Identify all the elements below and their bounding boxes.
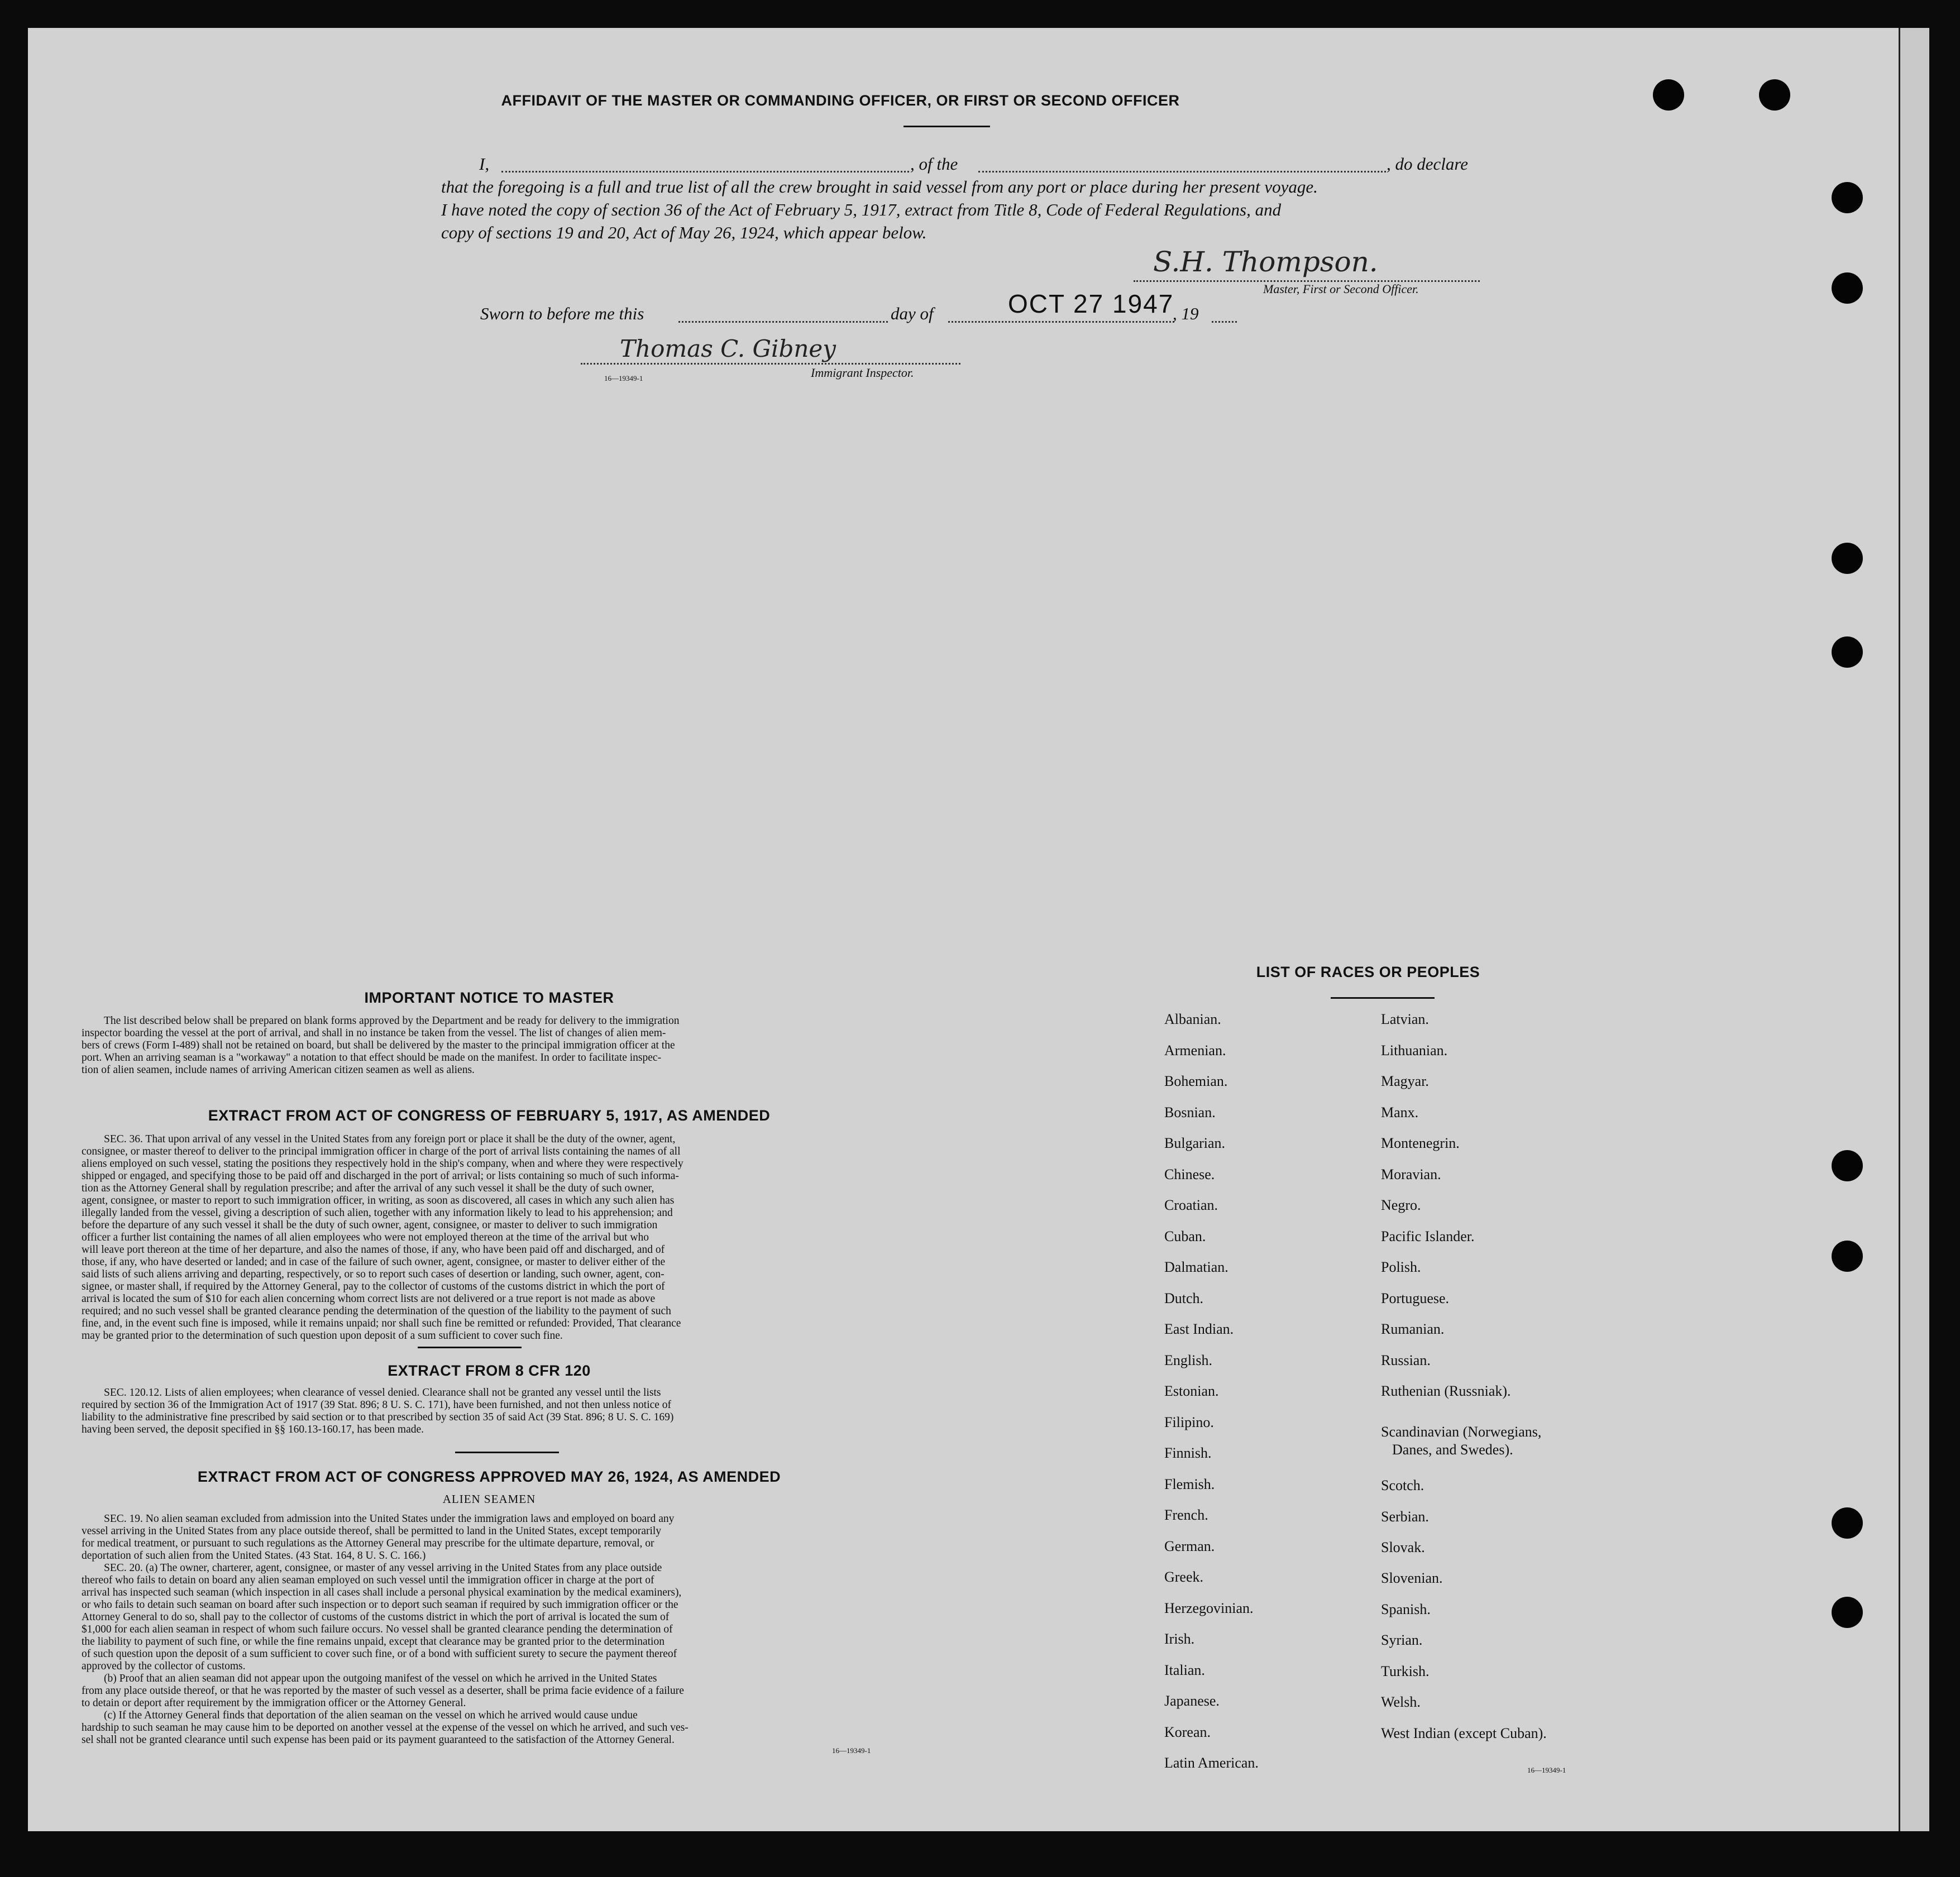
affidavit-line-4: copy of sections 19 and 20, Act of May 26, 1924, which appear below. — [441, 223, 927, 242]
extract-1924-line: from any place outside thereof, or that he was reported by the master of such vessel as a deserter, shall be prima facie evidence of a failure — [82, 1685, 684, 1697]
extract-1924-text — [82, 1513, 897, 1746]
race-right-item: Turkish. — [1381, 1663, 1430, 1679]
extract-1924-line: the liability to payment of such fine, or while the fine remains unpaid, except that clearance may be granted prior to the determination — [82, 1636, 665, 1648]
race-left-item: Japanese. — [1164, 1693, 1220, 1709]
affidavit-declare-label: , do declare — [1387, 154, 1469, 174]
race-right-item: West Indian (except Cuban). — [1381, 1725, 1547, 1741]
name-blank — [501, 171, 909, 173]
extract-8cfr-title: EXTRACT FROM 8 CFR 120 — [388, 1362, 591, 1379]
extract-1924-line: for medical treatment, or pursuant to such regulations as the Attorney General may prescribe for the ultimate departure, removal, or — [82, 1538, 654, 1549]
race-left-item: Bulgarian. — [1164, 1135, 1226, 1151]
extract-1924-line: deportation of such alien from the United States. (43 Stat. 164, 8 U. S. C. 166.) — [82, 1550, 426, 1562]
title-rule — [903, 126, 990, 127]
race-right-item: Ruthenian (Russniak). — [1381, 1383, 1511, 1399]
extract-1917-line: aliens employed on such vessel, stating the positions they respectively hold in the ship's company, when and where they were respectively — [82, 1158, 683, 1170]
extract-8cfr-text — [82, 1387, 897, 1436]
notice-title: IMPORTANT NOTICE TO MASTER — [364, 989, 614, 1006]
extract-1917-line: before the departure of any such vessel it shall be the duty of such owner, agent, consignee, or master to deliver to such immigration — [82, 1219, 658, 1231]
punch-hole — [1832, 182, 1863, 213]
extract-1917-line: signee, or master shall, if required by the Attorney General, pay to the collector of customs of the customs district in which the port of — [82, 1281, 665, 1292]
race-right-item: Danes, and Swedes). — [1392, 1442, 1513, 1458]
race-left-item: Albanian. — [1164, 1011, 1221, 1027]
race-left-item: Armenian. — [1164, 1042, 1226, 1059]
extract-8cfr-line: having been served, the deposit specified in §§ 160.13-160.17, has been made. — [82, 1424, 424, 1435]
affidavit-form-number: 16—19349-1 — [604, 374, 643, 382]
extract-1924-line: (b) Proof that an alien seaman did not appear upon the outgoing manifest of the vessel on which he arrived in the United States — [104, 1673, 657, 1684]
extract-1917-line: shipped or engaged, and specifying those to be paid off and discharged in the port of arrival; or lists containing so much of such informa- — [82, 1170, 679, 1182]
race-left-item: French. — [1164, 1507, 1208, 1523]
extract-1917-line: illegally landed from the vessel, giving a description of such alien, together with any information likely to lead to his apprehension; and — [82, 1207, 673, 1219]
race-left-item: Irish. — [1164, 1631, 1195, 1647]
master-caption: Master, First or Second Officer. — [1263, 282, 1419, 296]
extract-1917-line: agent, consignee, or master to report to such immigration officer, in writing, as soon as discovered, all cases in which any such alien has — [82, 1195, 675, 1206]
extract-1924-line: to detain or deport after requirement by the immigration officer or the Attorney General. — [82, 1697, 466, 1709]
affidavit-line-2: that the foregoing is a full and true list of all the crew brought in said vessel from any port or place during her present voyage. — [441, 177, 1318, 197]
race-right-item: Serbian. — [1381, 1509, 1429, 1525]
race-left-item: German. — [1164, 1538, 1215, 1554]
punch-hole — [1832, 1597, 1863, 1628]
extract-1917-line: officer a further list containing the names of all alien employees who were not employed thereon at the time of the arrival but who — [82, 1232, 649, 1243]
extract-1917-line: those, if any, who have deserted or landed; and in case of the failure of such owner, agent, consignee, or master to deliver either of the — [82, 1256, 666, 1268]
race-right-item: Welsh. — [1381, 1694, 1421, 1710]
extract-1917-line: SEC. 36. That upon arrival of any vessel in the United States from any foreign port or place it shall be the duty of the owner, agent, — [104, 1133, 676, 1145]
extract-1924-line: $1,000 for each alien seaman in respect of whom such failure occurs. No vessel shall be granted clearance pending the determination of — [82, 1624, 673, 1635]
race-left-item: Latin American. — [1164, 1755, 1259, 1771]
race-left-item: Greek. — [1164, 1569, 1204, 1585]
extract-1924-title: EXTRACT FROM ACT OF CONGRESS APPROVED MAY 26, 1924, AS AMENDED — [197, 1468, 781, 1485]
extract-1917-line: consignee, or master thereof to deliver to the principal immigration officer in charge of the port of arrival lists containing the names of all — [82, 1146, 681, 1157]
punch-hole — [1832, 272, 1863, 304]
race-right-item: Scotch. — [1381, 1477, 1424, 1493]
notice-line: The list described below shall be prepared on blank forms approved by the Department and be ready for delivery to the immigration — [104, 1015, 680, 1027]
extract-1924-line: (c) If the Attorney General finds that deportation of the alien seaman on the vessel on which he arrived would cause undue — [104, 1710, 638, 1721]
punch-hole — [1759, 79, 1790, 111]
extract-8cfr-line: required by section 36 of the Immigration Act of 1917 (39 Stat. 896; 8 U. S. C. 171), have been furnished, and not then unless notice of — [82, 1399, 672, 1411]
inspector-signature: Thomas C. Gibney — [620, 335, 836, 362]
backing-card-edge — [1899, 28, 1929, 1831]
extract-form-number: 16—19349-1 — [832, 1746, 871, 1755]
race-right-item: Moravian. — [1381, 1166, 1441, 1182]
race-left-item: Bosnian. — [1164, 1104, 1216, 1121]
extract-1924-line: approved by the collector of customs. — [82, 1660, 246, 1672]
affidavit-line-3: I have noted the copy of section 36 of the Act of February 5, 1917, extract from Title 8, Code of Federal Regulations, and — [441, 200, 1282, 219]
extract-1917-line: fine, and, in the event such fine is imposed, while it remains unpaid; nor shall such fine be remitted or refunded: Provided, That clearance — [82, 1318, 681, 1329]
extract-1924-subtitle: ALIEN SEAMEN — [442, 1492, 536, 1506]
race-left-item: Dalmatian. — [1164, 1259, 1228, 1275]
year-suffix: , 19 — [1173, 304, 1199, 323]
race-right-item: Negro. — [1381, 1197, 1421, 1213]
extract-1917-line: will leave port thereon at the time of her departure, and also the names of those, if any, who have been paid off and discharged, and of — [82, 1244, 665, 1256]
section-rule — [418, 1347, 522, 1348]
extract-1917-line: arrival is located the sum of $10 for each alien concerning whom correct lists are not delivered or a true report is not made as above — [82, 1293, 656, 1305]
race-right-item: Slovenian. — [1381, 1570, 1443, 1586]
master-signature: S.H. Thompson. — [1153, 246, 1378, 278]
race-left-item: Estonian. — [1164, 1383, 1219, 1399]
extract-1917-line: tion as the Attorney General shall by regulation prescribe; and after the arrival of any such vessel it shall be the duty of such owner, — [82, 1182, 654, 1194]
race-right-item: Manx. — [1381, 1104, 1419, 1121]
race-right-item: Portuguese. — [1381, 1290, 1450, 1306]
race-left-item: Cuban. — [1164, 1228, 1206, 1244]
race-right-item: Lithuanian. — [1381, 1042, 1448, 1059]
notice-line: port. When an arriving seaman is a "workaway" a notation to that effect should be made on the manifest. In order to facilitate inspec- — [82, 1052, 662, 1064]
races-title: LIST OF RACES OR PEOPLES — [1256, 964, 1480, 980]
year-blank — [1212, 321, 1237, 323]
punch-hole — [1832, 1150, 1863, 1181]
section-rule — [455, 1452, 559, 1453]
extract-1924-line: hardship to such seaman he may cause him to be deported on another vessel at the expense of the vessel on which he arrived, and such ves- — [82, 1722, 689, 1734]
race-right-item: Scandinavian (Norwegians, — [1381, 1424, 1542, 1440]
extract-8cfr-line: liability to the administrative fine prescribed by said section or to that prescribed by section 35 of said Act (39 Stat. 896; 8 U. S. C. 169) — [82, 1411, 674, 1423]
race-left-item: Flemish. — [1164, 1476, 1215, 1492]
extract-1917-line: may be granted prior to the determination of such question upon deposit of a sum sufficient to cover such fine. — [82, 1330, 563, 1342]
race-left-item: Filipino. — [1164, 1414, 1214, 1430]
extract-1924-line: of such question upon the deposit of a sum sufficient to cover such fine, or of a bond with sufficient surety to secure the payment thereof — [82, 1648, 677, 1660]
extract-1924-line: arrival has inspected such seaman (which inspection in all cases shall include a personal physical examination by the medical examiners), — [82, 1587, 682, 1598]
race-left-item: Chinese. — [1164, 1166, 1215, 1182]
extract-1917-title: EXTRACT FROM ACT OF CONGRESS OF FEBRUARY 5, 1917, AS AMENDED — [208, 1107, 771, 1124]
notice-text — [82, 1015, 897, 1076]
race-right-item: Montenegrin. — [1381, 1135, 1460, 1151]
races-rule — [1331, 997, 1435, 999]
extract-1924-line: vessel arriving in the United States from any place outside thereof, shall be permitted to land in the United States, except temporarily — [82, 1525, 662, 1537]
extract-1924-line: SEC. 19. No alien seaman excluded from admission into the United States under the immigration laws and employed on board any — [104, 1513, 675, 1525]
extract-1924-line: sel shall not be granted clearance until such expense has been paid or its payment guaranteed to the satisfaction of the Attorney General. — [82, 1734, 675, 1746]
extract-1917-line: said lists of such aliens arriving and departing, respectively, or so to report such cases of desertion or landing, such owner, agent, con- — [82, 1268, 665, 1280]
vessel-blank — [978, 171, 1386, 173]
extract-1917-line: required; and no such vessel shall be granted clearance pending the determination of the question of the liability to the payment of such — [82, 1305, 671, 1317]
date-stamp: OCT 27 1947 — [1008, 289, 1174, 318]
inspector-caption: Immigrant Inspector. — [811, 366, 914, 380]
race-right-item: Slovak. — [1381, 1539, 1425, 1555]
race-left-item: Italian. — [1164, 1662, 1205, 1678]
race-left-item: English. — [1164, 1352, 1212, 1368]
punch-hole — [1832, 543, 1863, 574]
race-left-item: Croatian. — [1164, 1197, 1218, 1213]
extract-1924-line: Attorney General to do so, shall pay to the collector of customs of the customs district in which the port of arrival is located the sum of — [82, 1611, 670, 1623]
extract-8cfr-line: SEC. 120.12. Lists of alien employees; when clearance of vessel denied. Clearance shall not be granted any vessel until the lists — [104, 1387, 661, 1399]
race-right-item: Polish. — [1381, 1259, 1421, 1275]
notice-line: inspector boarding the vessel at the port of arrival, and shall in no instance be taken from the vessel. The list of changes of alien mem- — [82, 1027, 666, 1039]
race-left-item: Finnish. — [1164, 1445, 1212, 1461]
races-form-number: 16—19349-1 — [1527, 1766, 1566, 1774]
race-right-item: Rumanian. — [1381, 1321, 1445, 1337]
race-right-item: Magyar. — [1381, 1073, 1429, 1089]
race-left-item: East Indian. — [1164, 1321, 1234, 1337]
punch-hole — [1832, 1241, 1863, 1272]
sworn-label: Sworn to before me this — [480, 304, 644, 323]
extract-1924-line: thereof who fails to detain on board any alien seaman employed on such vessel until the immigration officer in charge at the port of — [82, 1574, 654, 1586]
inspector-signature-line — [581, 363, 960, 365]
race-right-item: Syrian. — [1381, 1632, 1423, 1648]
race-right-item: Russian. — [1381, 1352, 1431, 1368]
extract-1924-line: SEC. 20. (a) The owner, charterer, agent, consignee, or master of any vessel arriving in the United States from any place outside — [104, 1562, 662, 1574]
notice-line: tion of alien seamen, include names of arriving American citizen seamen as well as aliens. — [82, 1064, 475, 1076]
race-left-item: Herzegovinian. — [1164, 1600, 1254, 1616]
affidavit-title: AFFIDAVIT OF THE MASTER OR COMMANDING OFFICER, OR FIRST OR SECOND OFFICER — [501, 92, 1180, 109]
race-right-item: Pacific Islander. — [1381, 1228, 1475, 1244]
race-left-item: Korean. — [1164, 1724, 1211, 1740]
affidavit-i-label: I, — [479, 154, 490, 174]
punch-hole — [1832, 636, 1863, 668]
race-right-item: Spanish. — [1381, 1601, 1431, 1617]
day-blank — [678, 321, 888, 323]
date-blank — [948, 321, 1174, 323]
notice-line: bers of crews (Form I-489) shall not be retained on board, but shall be delivered by the master to the principal immigration officer at the — [82, 1040, 675, 1051]
day-of-label: day of — [891, 304, 934, 323]
race-left-item: Dutch. — [1164, 1290, 1204, 1306]
affidavit-of-the-label: , of the — [910, 154, 958, 174]
race-right-item: Latvian. — [1381, 1011, 1429, 1027]
extract-1924-line: or who fails to detain such seaman on board after such inspection or to deport such seaman if required by such immigration officer or the — [82, 1599, 678, 1611]
extract-1917-text — [82, 1133, 897, 1342]
punch-hole — [1832, 1507, 1863, 1539]
race-left-item: Bohemian. — [1164, 1073, 1228, 1089]
